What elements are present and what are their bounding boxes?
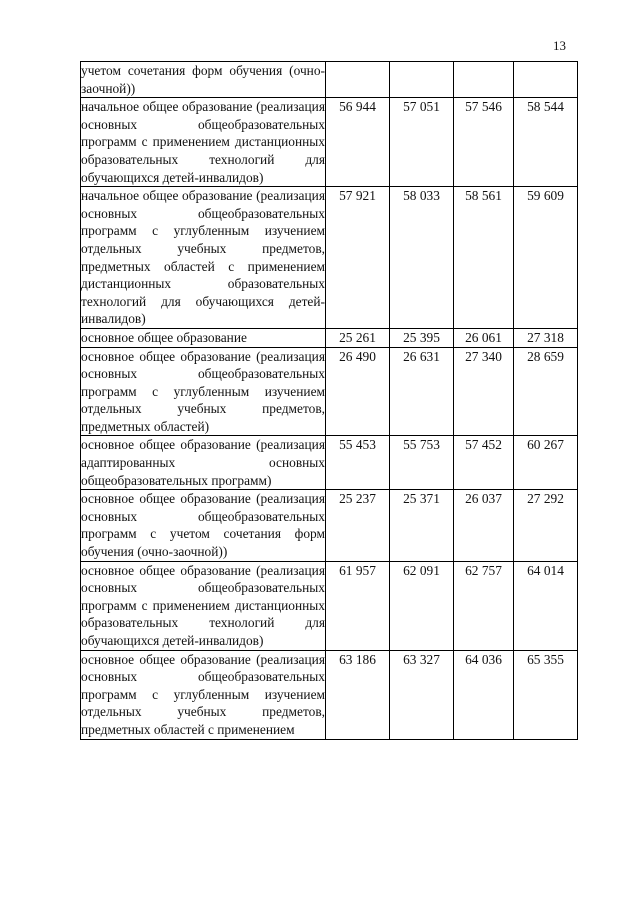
value-cell-1: 55 453 — [326, 436, 390, 490]
value-cell-3 — [454, 62, 514, 98]
table-body — [81, 62, 578, 740]
value-cell-2: 63 327 — [390, 650, 454, 739]
row-description: основное общее образование — [81, 328, 326, 347]
row-description: начальное общее образование (реализация основных общеобразовательных программ с углубленным изучением отдельных учебных предметов, предметных областей с применением дистанционных образовательных технологий для обучающихся детей-инвалидов) — [81, 187, 326, 329]
row-description: основное общее образование (реализация основных общеобразовательных программ с углубленным изучением отдельных учебных предметов, предметных областей с применением — [81, 650, 326, 739]
value-cell-2: 25 395 — [390, 328, 454, 347]
row-description: учетом сочетания форм обучения (очно-заочной)) — [81, 62, 326, 98]
value-cell-4: 28 659 — [514, 347, 578, 436]
table-row — [81, 650, 578, 739]
row-description: основное общее образование (реализация адаптированных основных общеобразовательных программ) — [81, 436, 326, 490]
table-row — [81, 98, 578, 187]
table-row — [81, 436, 578, 490]
value-cell-2: 57 051 — [390, 98, 454, 187]
value-cell-3: 62 757 — [454, 561, 514, 650]
value-cell-3: 57 546 — [454, 98, 514, 187]
value-cell-4: 27 292 — [514, 490, 578, 561]
value-cell-1: 25 237 — [326, 490, 390, 561]
row-description: основное общее образование (реализация основных общеобразовательных программ с углубленным изучением отдельных учебных предметов, предметных областей) — [81, 347, 326, 436]
value-cell-4: 65 355 — [514, 650, 578, 739]
value-cell-3: 26 061 — [454, 328, 514, 347]
value-cell-3: 64 036 — [454, 650, 514, 739]
value-cell-4 — [514, 62, 578, 98]
value-cell-3: 26 037 — [454, 490, 514, 561]
value-cell-1: 25 261 — [326, 328, 390, 347]
value-cell-4: 60 267 — [514, 436, 578, 490]
table-row — [81, 62, 578, 98]
value-cell-1: 57 921 — [326, 187, 390, 329]
value-cell-3: 58 561 — [454, 187, 514, 329]
value-cell-2: 62 091 — [390, 561, 454, 650]
value-cell-4: 58 544 — [514, 98, 578, 187]
value-cell-2: 26 631 — [390, 347, 454, 436]
value-cell-1: 56 944 — [326, 98, 390, 187]
value-cell-2 — [390, 62, 454, 98]
row-description: начальное общее образование (реализация основных общеобразовательных программ с применением дистанционных образовательных технологий для обучающихся детей-инвалидов) — [81, 98, 326, 187]
value-cell-3: 27 340 — [454, 347, 514, 436]
value-cell-3: 57 452 — [454, 436, 514, 490]
value-cell-1 — [326, 62, 390, 98]
value-cell-4: 27 318 — [514, 328, 578, 347]
page-number: 13 — [553, 38, 566, 53]
funding-table — [80, 61, 578, 740]
value-cell-2: 58 033 — [390, 187, 454, 329]
row-description: основное общее образование (реализация основных общеобразовательных программ с учетом сочетания форм обучения (очно-заочной)) — [81, 490, 326, 561]
value-cell-2: 25 371 — [390, 490, 454, 561]
value-cell-4: 59 609 — [514, 187, 578, 329]
table-row — [81, 187, 578, 329]
value-cell-1: 26 490 — [326, 347, 390, 436]
table-row — [81, 561, 578, 650]
table-row — [81, 347, 578, 436]
value-cell-1: 63 186 — [326, 650, 390, 739]
table-row — [81, 328, 578, 347]
value-cell-2: 55 753 — [390, 436, 454, 490]
value-cell-4: 64 014 — [514, 561, 578, 650]
value-cell-1: 61 957 — [326, 561, 390, 650]
table-row — [81, 490, 578, 561]
row-description: основное общее образование (реализация основных общеобразовательных программ с применением дистанционных образовательных технологий для обучающихся детей-инвалидов) — [81, 561, 326, 650]
